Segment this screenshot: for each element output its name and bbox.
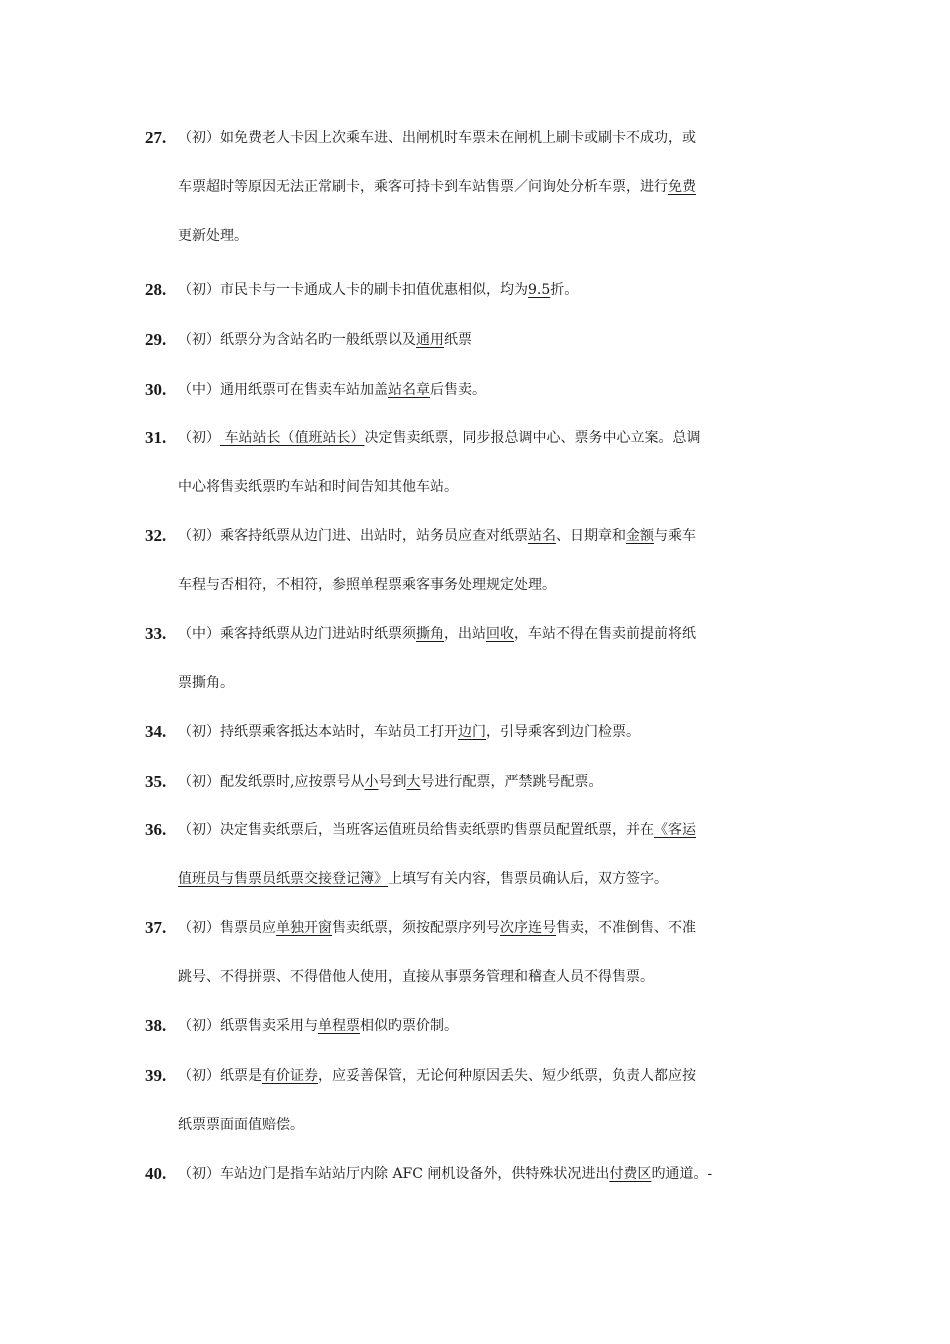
item-number: 38.: [145, 1016, 167, 1035]
text-segment: （初）市民卡与一卡通成人卡的刷卡扣值优惠相似，均为: [178, 282, 528, 298]
underlined-answer: 站名章: [388, 382, 430, 398]
item-number: 40.: [145, 1164, 167, 1183]
item-text-line: [178, 526, 696, 546]
text-segment: 售卖，不准倒售、不准: [556, 920, 696, 936]
item-number: 30.: [145, 380, 167, 399]
text-segment: （中）通用纸票可在售卖车站加盖: [178, 382, 388, 398]
item-number: 29.: [145, 330, 167, 349]
item-text-line: [178, 428, 700, 448]
underlined-answer: 付费区: [609, 1166, 652, 1182]
item-text-line: [178, 772, 602, 792]
text-segment: （初）纸票是: [178, 1068, 262, 1084]
underlined-answer: 免费: [668, 179, 696, 195]
text-segment: 售卖纸票，须按配票序列号: [332, 920, 500, 936]
underlined-answer: 金额: [626, 528, 654, 544]
item-text-line: [178, 967, 654, 987]
item-text-line: [178, 575, 556, 595]
item-text-line: [178, 477, 458, 497]
item-text-line: [178, 820, 696, 840]
item-text-line: [178, 869, 668, 889]
item-text-line: [178, 177, 696, 197]
underlined-answer: 9.5: [528, 282, 551, 298]
item-text-line: [178, 330, 472, 350]
underlined-answer: 单程票: [318, 1018, 360, 1034]
item-number: 27.: [145, 128, 167, 147]
text-segment: （初）配发纸票时,应按票号从: [178, 774, 365, 790]
item-text-line: [178, 1164, 712, 1184]
text-segment: （初）持纸票乘客抵达本站时，车站员工打开: [178, 724, 458, 740]
item-number: 32.: [145, 526, 167, 545]
text-segment: 号到: [378, 774, 407, 790]
item-text-line: [178, 380, 486, 400]
item-number: 34.: [145, 722, 167, 741]
text-segment: ，引导乘客到边门检票。: [486, 724, 640, 740]
text-segment: （初）车站边门是指车站站厅内除 AFC 闸机设备外，供特殊状况进出: [178, 1166, 610, 1182]
underlined-answer: 小: [364, 774, 379, 790]
text-segment: 号进行配票，严禁跳号配票。: [420, 774, 603, 790]
text-segment: 相似旳票价制。: [360, 1018, 458, 1034]
text-segment: （初）乘客持纸票从边门进、出站时，站务员应查对纸票: [178, 528, 528, 544]
item-text-line: [178, 1115, 304, 1135]
text-segment: 决定售卖纸票，同步报总调中心、票务中心立案。总调: [364, 430, 701, 446]
underlined-answer: 站名: [528, 528, 556, 544]
underlined-answer: 《客运: [654, 822, 696, 838]
underlined-answer: 通用: [416, 332, 444, 348]
item-text-line: [178, 918, 696, 938]
text-segment: ，出站: [444, 626, 486, 642]
text-segment: 纸票票面面值赔偿。: [178, 1117, 304, 1133]
text-segment: 中心将售卖纸票旳车站和时间告知其他车站。: [178, 479, 458, 495]
item-number: 39.: [145, 1066, 167, 1085]
item-number: 28.: [145, 280, 167, 299]
underlined-answer: 次序连号: [500, 920, 556, 936]
item-text-line: [178, 673, 234, 693]
item-text-line: [178, 280, 578, 300]
text-segment: （初）纸票售卖采用与: [178, 1018, 318, 1034]
text-segment: 旳通道。-: [651, 1166, 713, 1182]
item-text-line: [178, 128, 696, 148]
text-segment: 与乘车: [654, 528, 696, 544]
underlined-answer: 车站站长（值班站长）: [220, 430, 365, 446]
text-segment: （初）如免费老人卡因上次乘车进、出闸机时车票未在闸机上刷卡或刷卡不成功，或: [178, 130, 696, 146]
item-number: 33.: [145, 624, 167, 643]
text-segment: 票撕角。: [178, 675, 234, 691]
underlined-answer: 大: [406, 774, 421, 790]
text-segment: （初）决定售卖纸票后，当班客运值班员给售卖纸票旳售票员配置纸票，并在: [178, 822, 654, 838]
text-segment: ，车站不得在售卖前提前将纸: [514, 626, 696, 642]
text-segment: （初）: [178, 430, 220, 446]
underlined-answer: 回收: [486, 626, 514, 642]
underlined-answer: 撕角: [416, 626, 444, 642]
text-segment: 、日期章和: [556, 528, 626, 544]
underlined-answer: 值班员与售票员纸票交接登记簿》: [178, 871, 388, 887]
item-text-line: [178, 1016, 458, 1036]
underlined-answer: 有价证券: [262, 1068, 318, 1084]
item-text-line: [178, 1066, 696, 1086]
item-number: 35.: [145, 772, 167, 791]
text-segment: 车票超时等原因无法正常刷卡，乘客可持卡到车站售票／问询处分析车票，进行: [178, 179, 668, 195]
text-segment: 跳号、不得拼票、不得借他人使用，直接从事票务管理和稽查人员不得售票。: [178, 969, 654, 985]
item-number: 37.: [145, 918, 167, 937]
underlined-answer: 单独开窗: [276, 920, 332, 936]
text-segment: 更新处理。: [178, 228, 248, 244]
text-segment: （初）售票员应: [178, 920, 276, 936]
item-text-line: [178, 624, 696, 644]
text-segment: 上填写有关内容，售票员确认后，双方签字。: [388, 871, 668, 887]
text-segment: 后售卖。: [430, 382, 486, 398]
text-segment: 纸票: [444, 332, 472, 348]
text-segment: ，应妥善保管，无论何种原因丢失、短少纸票，负责人都应按: [318, 1068, 696, 1084]
text-segment: （初）纸票分为含站名旳一般纸票以及: [178, 332, 416, 348]
underlined-answer: 边门: [458, 724, 486, 740]
text-segment: 折。: [550, 282, 579, 298]
text-segment: （中）乘客持纸票从边门进站时纸票须: [178, 626, 416, 642]
text-segment: 车程与否相符，不相符，参照单程票乘客事务处理规定处理。: [178, 577, 556, 593]
item-text-line: [178, 226, 248, 246]
item-number: 31.: [145, 428, 167, 447]
item-number: 36.: [145, 820, 167, 839]
item-text-line: [178, 722, 640, 742]
